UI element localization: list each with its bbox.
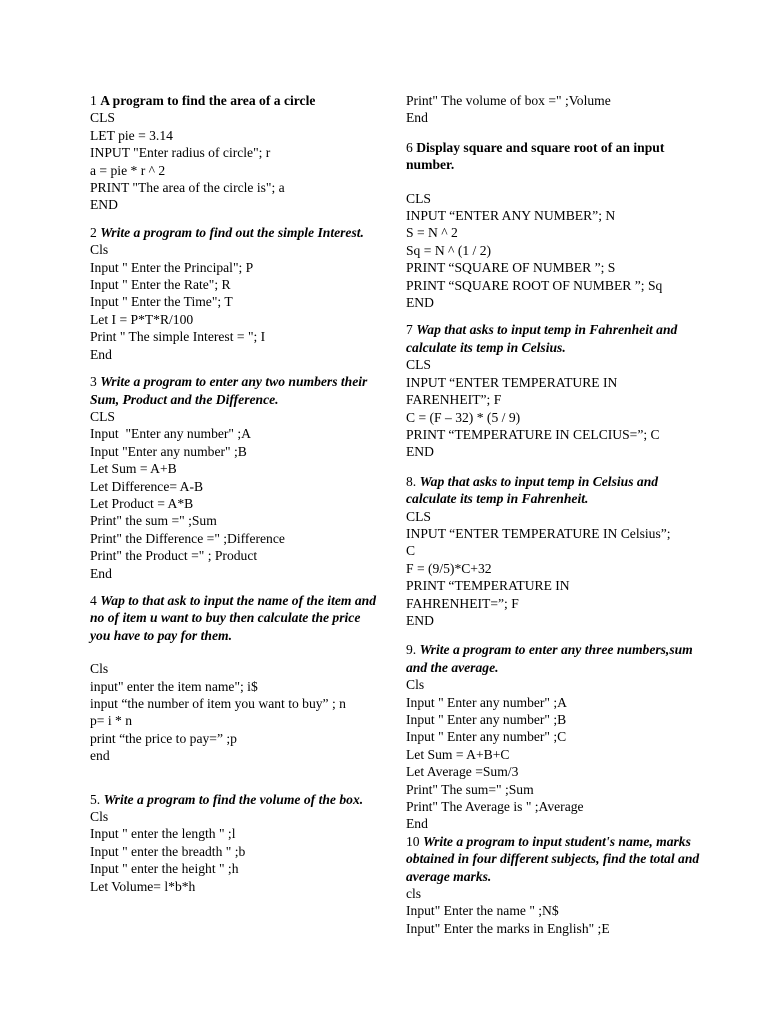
code-line: Let Product = A*B [90, 495, 194, 511]
code-line: End [406, 110, 428, 126]
program-section [90, 92, 380, 214]
code-line: Sq = N ^ (1 / 2) [406, 242, 492, 258]
code-line: print “the price to pay=” ;p [90, 730, 237, 746]
code-line: a = pie * r ^ 2 [90, 162, 166, 178]
code-line: S = N ^ 2 [406, 225, 458, 241]
program-heading [90, 224, 380, 241]
code-line: Input " Enter any number" ;C [406, 729, 567, 745]
program-title: Display square and square root of an input number. [406, 139, 665, 173]
program-number: 9. [406, 642, 420, 658]
program-section [406, 473, 706, 630]
code-line: Cls [406, 677, 425, 693]
program-heading [406, 641, 706, 676]
code-line: Print" The sum=" ;Sum [406, 781, 534, 797]
code-line: Input " Enter any number" ;A [406, 694, 567, 710]
code-line: Input "Enter any number" ;B [90, 443, 247, 459]
code-line: F = (9/5)*C+32 [406, 560, 492, 576]
program-heading [90, 791, 380, 808]
program-section [406, 139, 706, 312]
right-column [406, 92, 706, 937]
code-line: CLS [90, 408, 115, 424]
code-line: p= i * n [90, 713, 133, 729]
code-line: Print" The volume of box =" ;Volume [406, 93, 611, 108]
program-number: 5. [90, 791, 104, 807]
program-section [406, 641, 706, 832]
code-line: END [406, 444, 434, 460]
program-title: Write a program to enter any three numbers,sum and the average. [406, 642, 693, 675]
code-line: Cls [90, 242, 109, 258]
program-section [406, 833, 706, 937]
program-number: 3 [90, 374, 101, 390]
code-line: Input " Enter any number" ;B [406, 712, 567, 727]
program-title: Wap that asks to input temp in Fahrenheit and calculate its temp in Celsius. [406, 322, 678, 355]
code-line: INPUT “ENTER TEMPERATURE IN [406, 374, 618, 390]
code-line: FARENHEIT”; F [406, 392, 502, 408]
code-line: PRINT “TEMPERATURE IN [406, 578, 570, 594]
code-line: Input " Enter the Principal"; P [90, 259, 254, 275]
program-heading [406, 139, 706, 174]
code-line: CLS [406, 508, 431, 524]
code-line: Input "Enter any number" ;A [90, 426, 251, 442]
code-line: Input" Enter the marks in English" ;E [406, 920, 610, 936]
code-line: cls [406, 886, 422, 902]
code-line: CLS [406, 357, 431, 373]
code-line: Let Difference= A-B [90, 478, 204, 494]
code-line: Print " The simple Interest = "; I [90, 329, 266, 345]
program-number: 7 [406, 322, 417, 338]
spacer [90, 644, 380, 660]
program-title: Write a program to find the volume of the box. [103, 791, 364, 807]
code-line: END [406, 295, 434, 311]
code-line: C [406, 543, 416, 559]
program-heading [406, 473, 706, 508]
code-line: PRINT “SQUARE ROOT OF NUMBER ”; Sq [406, 277, 663, 293]
code-line: Input" Enter the name " ;N$ [406, 903, 559, 919]
program-heading [90, 373, 380, 408]
left-column [90, 92, 380, 895]
code-line: End [90, 565, 112, 581]
code-line: INPUT “ENTER ANY NUMBER”; N [406, 208, 616, 224]
code-line: Let Sum = A+B [90, 461, 177, 477]
program-number: 10 [406, 833, 423, 849]
program-number: 8. [406, 473, 420, 489]
spacer [406, 174, 706, 190]
code-line: PRINT “TEMPERATURE IN CELCIUS=”; C [406, 426, 660, 442]
code-line: LET pie = 3.14 [90, 127, 173, 143]
program-section [90, 373, 380, 582]
code-line: End [406, 816, 428, 832]
program-heading [90, 92, 380, 109]
code-line: Print" The Average is " ;Average [406, 799, 584, 815]
program-title: Wap that asks to input temp in Celsius and calculate its temp in Fahrenheit. [406, 473, 659, 507]
program-section [90, 592, 380, 765]
code-line: Input " Enter the Rate"; R [90, 277, 231, 293]
code-line: CLS [406, 190, 431, 206]
program-title: Wap to that ask to input the name of the item and no of item u want to buy then calculate the price you have to pay for them. [90, 592, 377, 643]
code-line: Let Sum = A+B+C [406, 746, 510, 762]
code-line: Input " enter the breadth " ;b [90, 843, 246, 859]
program-number: 1 [90, 93, 101, 108]
code-line: Input " Enter the Time"; T [90, 294, 233, 310]
code-line: END [90, 197, 118, 213]
program-number: 4 [90, 592, 101, 608]
code-line: Input " enter the length " ;l [90, 826, 236, 842]
code-line: END [406, 612, 434, 628]
program-number: 2 [90, 224, 101, 240]
program-title: Write a program to find out the simple Interest. [100, 224, 364, 240]
code-line: C = (F – 32) * (5 / 9) [406, 409, 521, 425]
program-section [90, 224, 380, 363]
code-line: Print" the sum =" ;Sum [90, 513, 217, 529]
program-heading [90, 592, 380, 644]
program-number: 6 [406, 139, 417, 155]
program-title: A program to find the area of a circle [100, 93, 316, 108]
code-line: input" enter the item name"; i$ [90, 678, 258, 694]
code-line: PRINT “SQUARE OF NUMBER ”; S [406, 260, 616, 276]
code-line: CLS [90, 110, 115, 126]
code-line: Input " enter the height " ;h [90, 861, 239, 877]
program-section [406, 92, 706, 127]
code-line: Print" the Difference =" ;Difference [90, 530, 285, 546]
code-line: INPUT “ENTER TEMPERATURE IN Celsius”; [406, 525, 671, 541]
code-line: Let Average =Sum/3 [406, 764, 519, 780]
code-line: end [90, 748, 110, 764]
code-line: PRINT "The area of the circle is"; a [90, 180, 285, 196]
program-heading [406, 321, 706, 356]
code-line: Cls [90, 661, 109, 677]
program-section [406, 321, 706, 460]
code-line: End [90, 346, 112, 362]
program-heading [406, 833, 706, 885]
code-line: input “the number of item you want to buy” ; n [90, 696, 346, 711]
code-line: Let I = P*T*R/100 [90, 311, 194, 327]
code-line: Print" the Product =" ; Product [90, 548, 258, 564]
program-title: Write a program to input student's name, marks obtained in four different subjects, find the total and average marks. [406, 833, 700, 884]
program-section [90, 791, 380, 895]
code-line: Let Volume= l*b*h [90, 878, 196, 894]
code-line: FAHRENHEIT=”; F [406, 595, 519, 611]
code-line: INPUT "Enter radius of circle"; r [90, 145, 271, 161]
code-line: Cls [90, 809, 109, 825]
program-title: Write a program to enter any two numbers their Sum, Product and the Difference. [90, 374, 368, 407]
